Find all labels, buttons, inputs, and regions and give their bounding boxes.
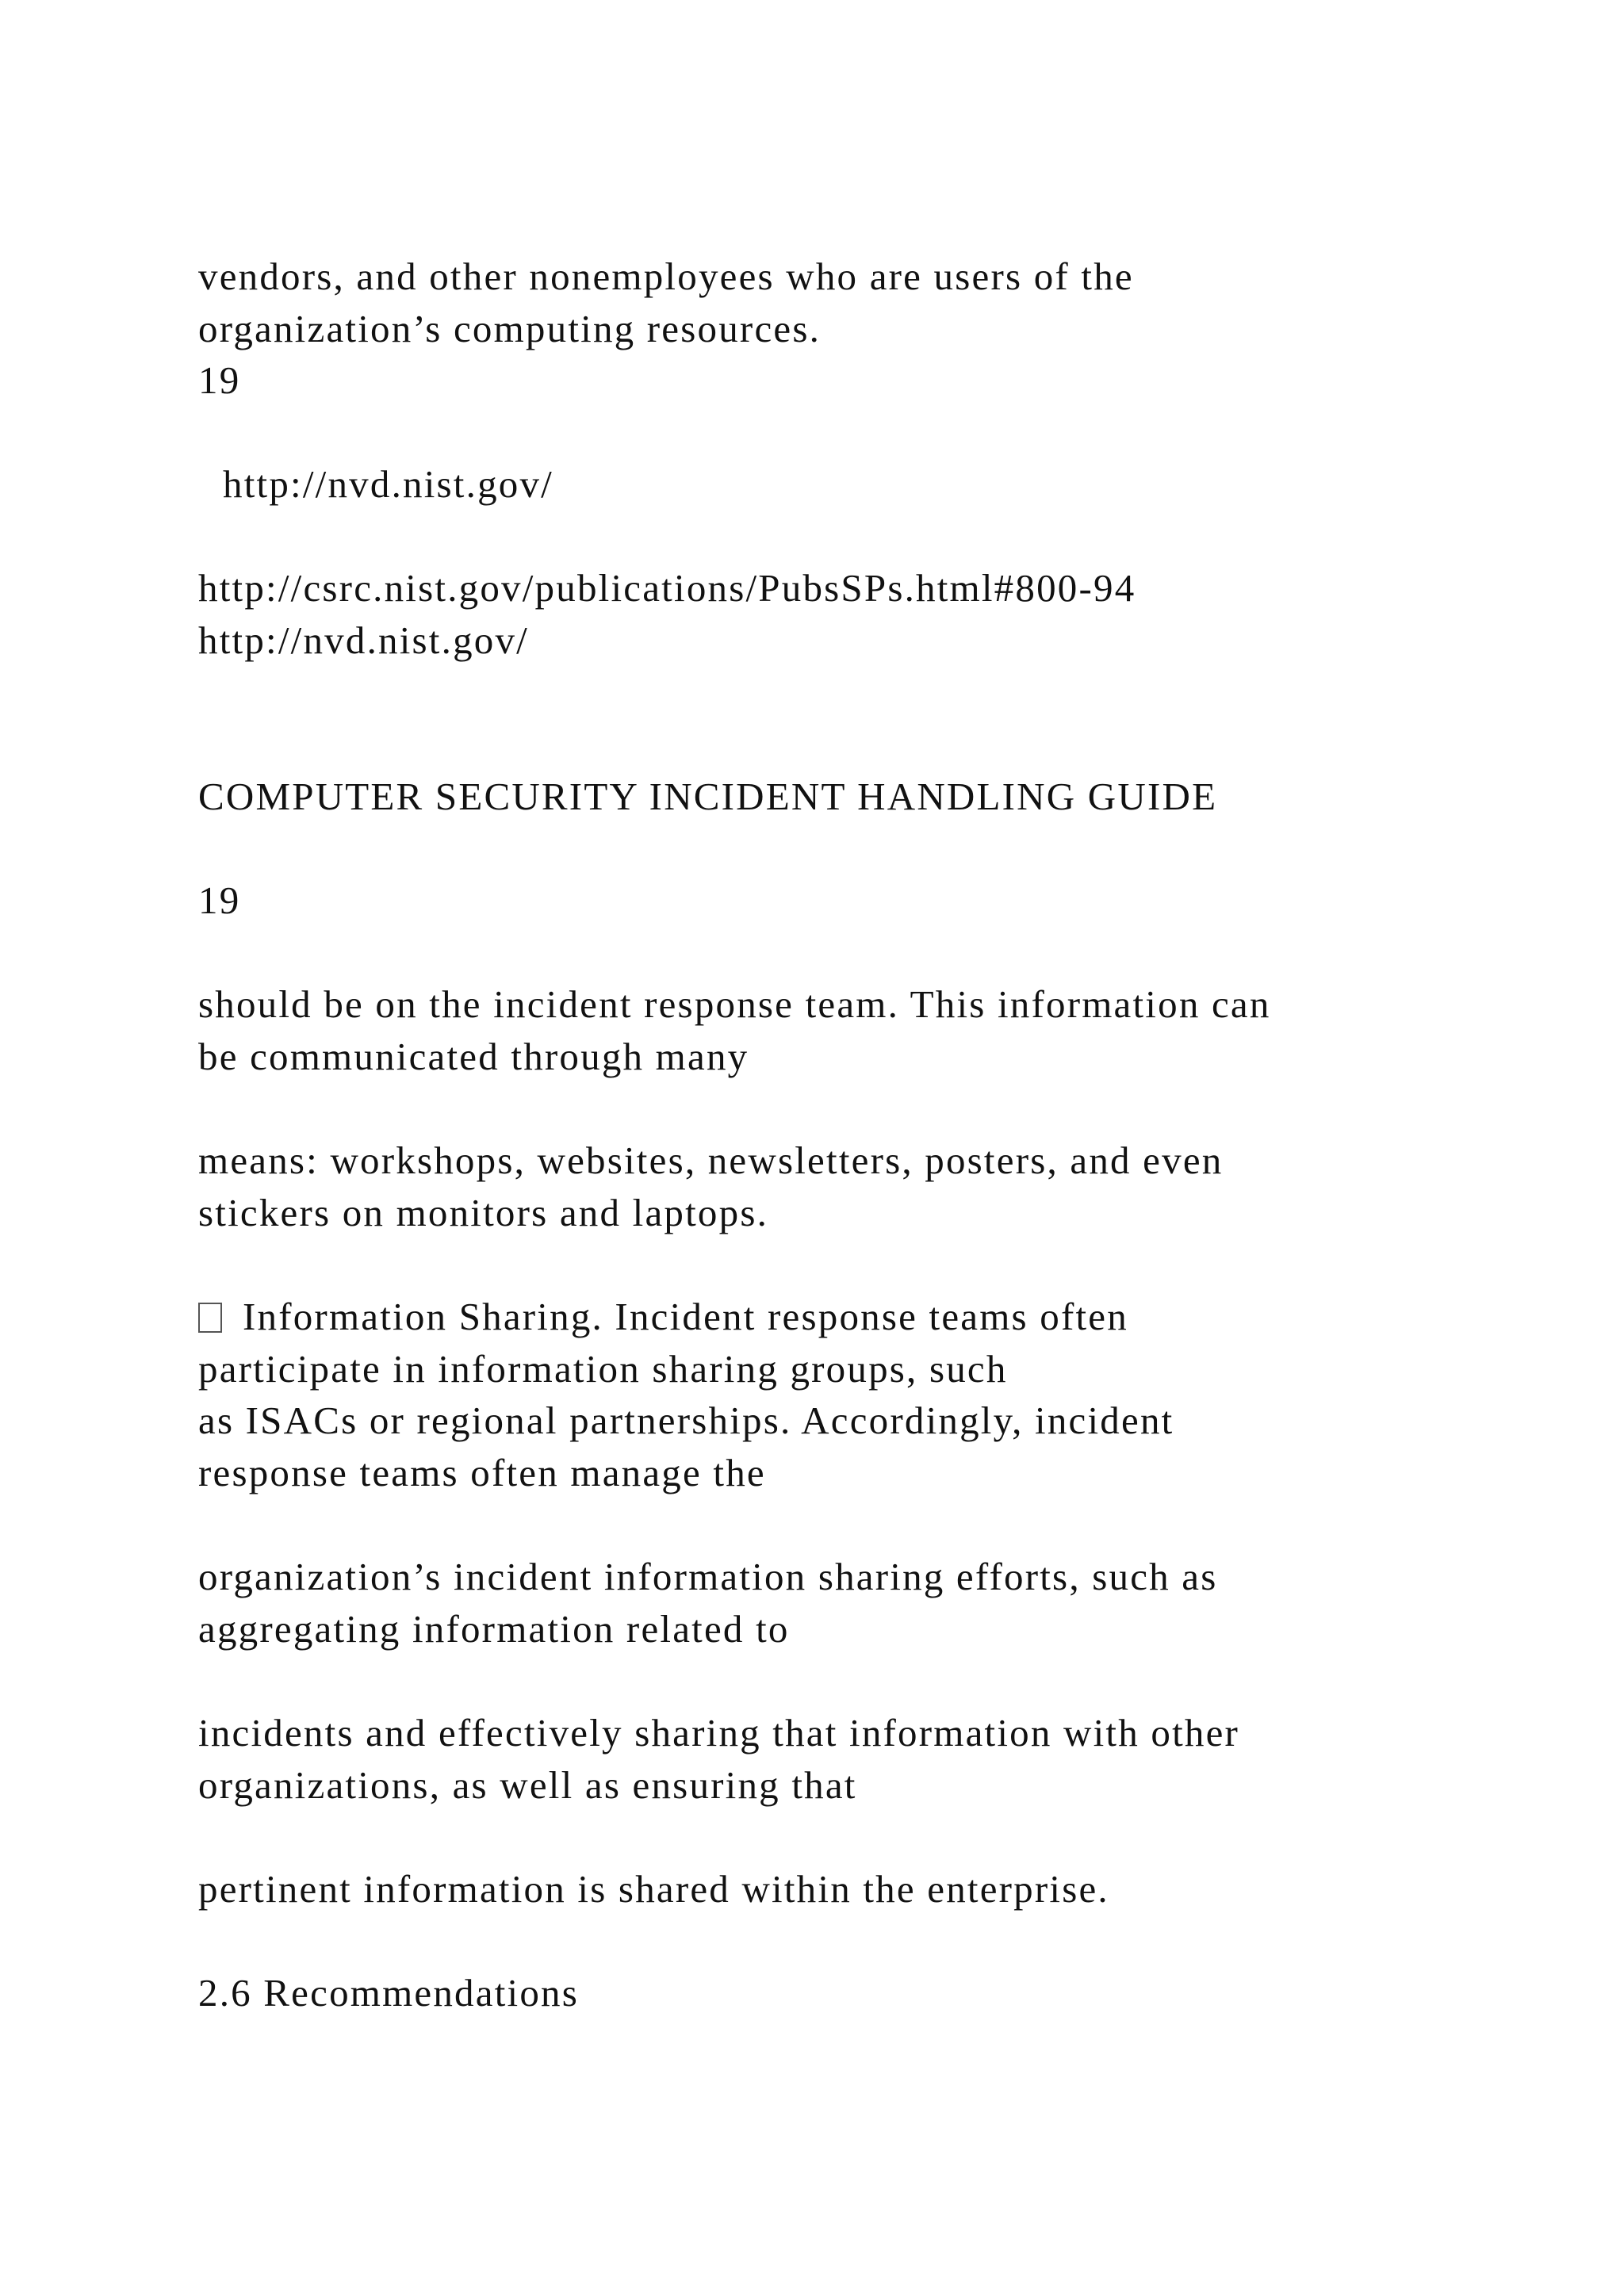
footnote-link: http://nvd.nist.gov/ [223, 462, 553, 506]
bullet-item [198, 1291, 1128, 1343]
body-text-line: vendors, and other nonemployees who are users of the [198, 254, 1134, 298]
body-text-line: organizations, as well as ensuring that [198, 1763, 857, 1807]
reference-link: http://nvd.nist.gov/ [198, 618, 529, 662]
body-text-line: pertinent information is shared within the enterprise. [198, 1867, 1109, 1911]
section-heading: 2.6 Recommendations [198, 1971, 580, 2015]
reference-link: http://csrc.nist.gov/publications/PubsSPs.html#800-94 [198, 566, 1136, 610]
running-header: COMPUTER SECURITY INCIDENT HANDLING GUIDE [198, 775, 1218, 818]
bullet-text: Information Sharing. Incident response teams often [243, 1295, 1128, 1338]
body-text-line: organization’s incident information sharing efforts, such as [198, 1555, 1218, 1598]
footnote-number: 19 [198, 358, 241, 402]
body-text-line: stickers on monitors and laptops. [198, 1191, 769, 1234]
page-number: 19 [198, 878, 241, 922]
body-text-line: as ISACs or regional partnerships. Accordingly, incident [198, 1399, 1174, 1442]
body-text-line: should be on the incident response team. This information can [198, 982, 1271, 1026]
body-text-line: organization’s computing resources. [198, 307, 822, 350]
body-text-line: be communicated through many [198, 1035, 749, 1078]
body-text-line: means: workshops, websites, newsletters, posters, and even [198, 1138, 1224, 1182]
body-text-line: participate in information sharing groups, such [198, 1347, 1008, 1391]
body-text-line: incidents and effectively sharing that information with other [198, 1711, 1240, 1755]
body-text-line: response teams often manage the [198, 1451, 766, 1494]
missing-glyph-box-icon [198, 1303, 222, 1333]
body-text-line: aggregating information related to [198, 1607, 790, 1651]
